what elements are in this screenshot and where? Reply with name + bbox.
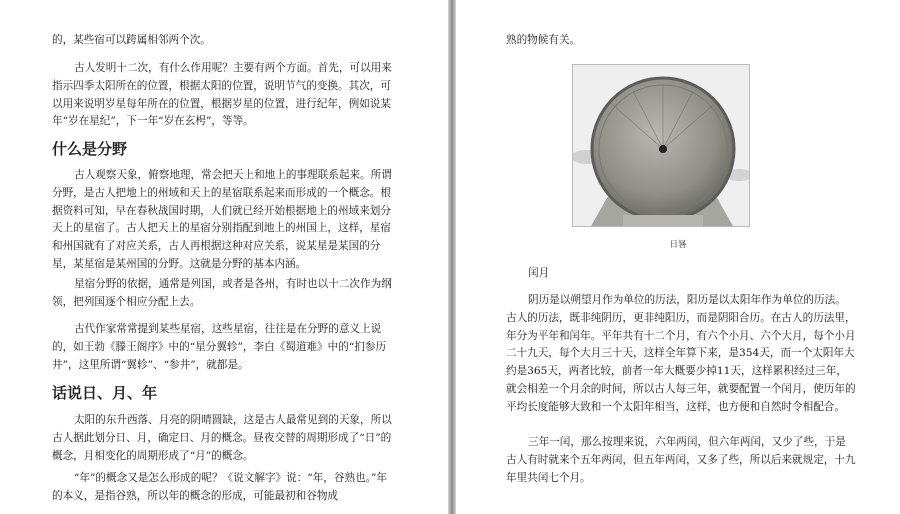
paragraph: 星宿分野的依据，通常是列国，或者是各州，有时也以十二次作为纲领，把列国逐个相应分配上去。	[52, 278, 392, 308]
paragraph: 古人观察天象，俯察地理，常会把天上和地上的事理联系起来。所谓分野，是古人把地上的州域和天上的星宿联系起来而形成的一个概念。根据资料可知，早在春秋战国时期，人们就已经开始根据地上的州域来划分天上的星宿了。古人把天上的星宿分别指配到地上的州国上，这样，星宿和州国就有了对应关系，古人再根据这种对应关系，说某星是某国的分星，某星宿是某州国的分野。这就是分野的基本内涵。	[52, 169, 392, 270]
photo-caption: 日晷	[669, 240, 687, 250]
paragraph: 古代作家常常提到某些星宿，这些星宿，往往是在分野的意义上说的，如王勃《滕王阁序》中的“星分翼轸”，李白《蜀道难》中的“扪参历井”，这里所谓“翼轸”、“参井”，就都是。	[52, 323, 387, 371]
left-page	[0, 0, 448, 514]
paragraph: 的，某些宿可以跨属相邻两个次。	[52, 34, 211, 46]
paragraph: 太阳的东升西落、月亮的阴晴圆缺，这是古人最常见到的天象，所以古人据此划分日、月，确定日、月的概念。昼夜交替的周期形成了“日”的概念，月相变化的周期形成了“月”的概念。	[52, 414, 392, 462]
page-divider	[448, 0, 456, 514]
paragraph: 阴历是以朔望月作为单位的历法，阳历是以太阳年作为单位的历法。古人的历法，既非纯阴历，更非纯阳历，而是阴阳合历。在古人的历法里，年分为平年和闰年。平年共有十二个月，有六个小月、六个大月，每个小月二十九天，每个大月三十天，这样全年算下来，是354天，而一个太阳年大约是365天，两者比较，前者一年大概要少掉11天，这样累积经过三年，就会相差一个月余的时间，所以古人每三年，就要配置一个闰月，使历年的平均长度能够大致和一个太阳年相当，这样，也方便和自然时令相配合。	[506, 294, 856, 413]
right-page	[456, 0, 900, 514]
section-heading: 什么是分野	[52, 140, 128, 158]
paragraph: 三年一闰，那么按理来说，六年两闰，但六年两闰，又少了些，于是古人有时就来个五年两闰，但五年两闰，又多了些，所以后来就规定，十九年里共闰七个月。	[506, 436, 856, 484]
sundial-photo	[572, 64, 750, 227]
section-heading: 话说日、月、年	[52, 384, 158, 402]
paragraph: 古人发明十二次，有什么作用呢？主要有两个方面。首先，可以用来指示四季太阳所在的位置，根据太阳的位置，说明节气的变换。其次，可以用来说明岁星每年所在的位置，根据岁星的位置，进行纪年，例如说某年“岁在星纪”，下一年“岁在玄枵”，等等。	[52, 62, 392, 128]
paragraph: 熟的物候有关。	[506, 34, 581, 46]
paragraph: “年”的概念又是怎么形成的呢？《说文解字》说：“年，谷熟也。”年的本义，是指谷熟，所以年的概念的形成，可能最初和谷物成	[52, 472, 387, 502]
subheading: 闰月	[528, 267, 550, 279]
